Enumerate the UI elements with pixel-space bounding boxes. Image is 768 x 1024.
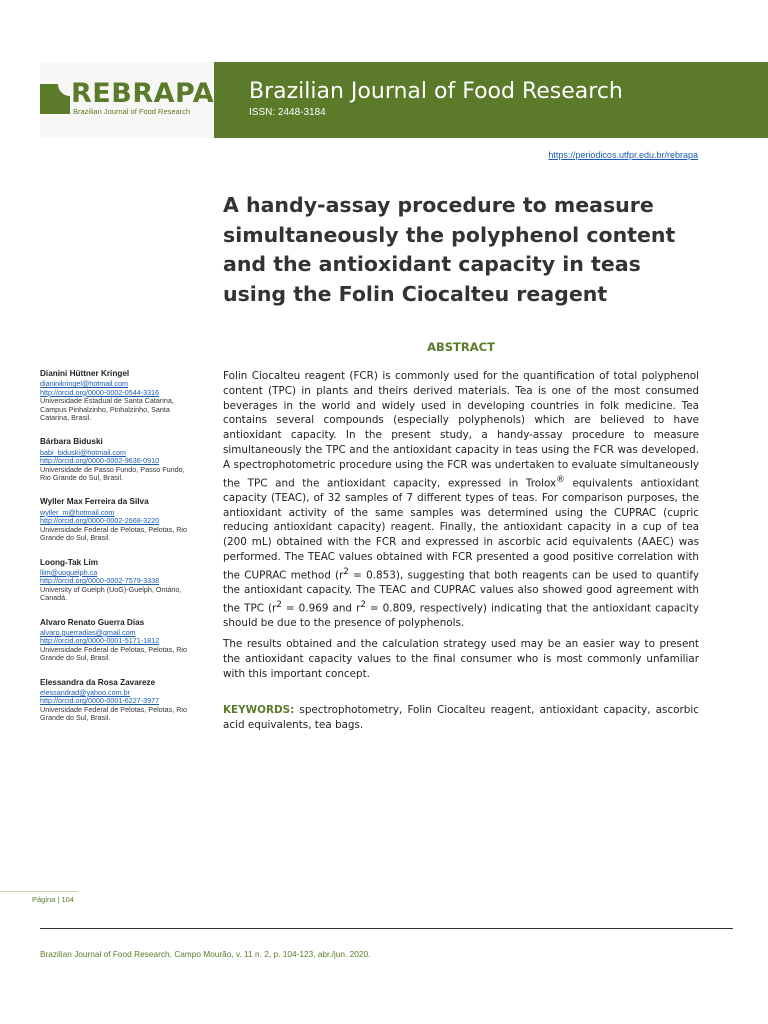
author-email-link[interactable]: alvaro.guerradias@gmail.com xyxy=(40,627,136,637)
author-email-link[interactable]: dianinikringel@hotmail.com xyxy=(40,379,128,389)
author-entry xyxy=(40,498,190,542)
author-list xyxy=(40,370,190,739)
author-entry xyxy=(40,438,190,482)
author-orcid-link[interactable]: http://orcid.org/0000-0001-6227-3977 xyxy=(40,696,160,706)
author-entry xyxy=(40,679,190,723)
page-number-rule xyxy=(0,891,78,892)
author-name: Loong-Tak Lim xyxy=(40,557,99,567)
journal-issn: ISSN: 2448-3184 xyxy=(249,107,326,118)
author-name: Alvaro Renato Guerra Dias xyxy=(40,617,145,627)
abstract-text: = 0.969 and r xyxy=(281,602,361,615)
author-affiliation: Universidade Estadual de Santa Catarina, Campus Pinhalzinho, Pinhalzinho, Santa Catarina, Brasil. xyxy=(40,396,174,423)
abstract-text: Folin Ciocalteu reagent (FCR) is commonly used for the quantification of total polyphenol content (TPC) in plants and theirs derived materials. Tea is one of the most consumed beverages in the world and widely used in developing countries in folk medicine. Tea contains several compounds (especially polyphenols) which are believed to have antioxidant capacity. In the present study, a handy-assay procedure to measure simultaneously the TPC and the antioxidant capacity in teas using the FCR was developed. A spectrophotometric procedure using the FCR was undertaken to evaluate simultaneously the TPC and the antioxidant capacity, expressed in Trolox xyxy=(223,370,699,490)
keywords-text: spectrophotometry, Folin Ciocalteu reagent, antioxidant capacity, ascorbic acid equivalents, tea bags. xyxy=(223,704,699,731)
footer-citation: Brazilian Journal of Food Research, Campo Mourão, v. 11 n. 2, p. 104-123, abr./jun. 2020. xyxy=(40,949,371,959)
author-entry xyxy=(40,619,190,663)
author-affiliation: Universidade de Passo Fundo, Passo Fundo, Rio Grande do Sul, Brasil. xyxy=(40,464,185,483)
journal-title: Brazilian Journal of Food Research xyxy=(249,79,623,104)
journal-logo xyxy=(40,78,215,120)
logo-subtitle: Brazilian Journal of Food Research xyxy=(73,107,191,116)
article-title: A handy-assay procedure to measure simultaneously the polyphenol content and the antioxidant capacity in teas using the Folin Ciocalteu reagent xyxy=(223,193,676,306)
page-number: Página | 104 xyxy=(32,895,74,904)
abstract-heading: ABSTRACT xyxy=(427,340,495,354)
abstract-text: = 0.809, respectively) indicating that the antioxidant capacity should be due to the presence of polyphenols. xyxy=(223,602,699,630)
author-name: Elessandra da Rosa Zavareze xyxy=(40,677,156,687)
author-affiliation: Universidade Federal de Pelotas, Pelotas, Rio Grande do Sul, Brasil. xyxy=(40,524,188,543)
author-email-link[interactable]: elessandrad@yahoo.com.br xyxy=(40,687,131,697)
author-orcid-link[interactable]: http://orcid.org/0000-0002-7579-3338 xyxy=(40,576,160,586)
author-orcid-link[interactable]: http://orcid.org/0000-0002-0544-3316 xyxy=(40,387,160,397)
author-entry xyxy=(40,370,190,422)
footer-divider xyxy=(40,928,733,929)
author-name: Wyller Max Ferreira da Silva xyxy=(40,497,149,507)
author-entry xyxy=(40,559,190,603)
keywords xyxy=(223,703,699,733)
author-name: Bárbara Biduski xyxy=(40,437,103,447)
keywords-label: KEYWORDS: xyxy=(223,704,295,716)
author-email-link[interactable]: llim@uoguelph.ca xyxy=(40,567,98,577)
superscript-2: 2 xyxy=(360,599,366,610)
superscript-2: 2 xyxy=(343,566,349,577)
journal-site-link[interactable]: https://periodicos.utfpr.edu.br/rebrapa xyxy=(548,150,698,160)
author-name: Dianini Hüttner Kringel xyxy=(40,369,130,378)
abstract-paragraph-1 xyxy=(223,369,699,631)
author-affiliation: Universidade Federal de Pelotas, Pelotas, Rio Grande do Sul, Brasil. xyxy=(40,644,188,663)
author-affiliation: University of Guelph (UoG)-Guelph, Ontário, Canadá. xyxy=(40,584,182,603)
author-email-link[interactable]: babi_biduski@hotmail.com xyxy=(40,447,127,457)
abstract-paragraph-2: The results obtained and the calculation strategy used may be an easier way to present the antioxidant capacity values to the final consumer who is most commonly unfamiliar with this important concept. xyxy=(223,637,699,680)
logo-mark-icon xyxy=(40,84,70,114)
author-affiliation: Universidade Federal de Pelotas, Pelotas, Rio Grande do Sul, Brasil. xyxy=(40,704,188,723)
registered-mark: ® xyxy=(556,474,565,485)
journal-banner xyxy=(214,62,768,138)
superscript-2: 2 xyxy=(276,599,282,610)
author-orcid-link[interactable]: http://orcid.org/0000-0002-9636-0910 xyxy=(40,456,160,466)
abstract-body xyxy=(223,369,699,687)
abstract-text: = 0.853), suggesting that both reagents can be used to quantify the antioxidant capacity. The TEAC and CUPRAC values also showed good agreement with the TPC (r xyxy=(223,569,699,615)
logo-name: REBRAPA xyxy=(71,78,215,109)
abstract-text: equivalents antioxidant capacity (TEAC), of 32 samples of 7 different types of teas. For comparison purposes, the antioxidant activity of the same samples was determined using the CUPRAC (cupric reducing antioxidant capacity) reagent. Finally, the antioxidant capacity in a cup of tea (200 mL) obtained with the FCR and expressed in ascorbic acid equivalents (AAEC) was performed. The TEAC values obtained with FCR presented a good positive correlation with the CUPRAC method (r xyxy=(223,477,699,582)
author-email-link[interactable]: wyller_m@hotmail.com xyxy=(40,507,115,517)
author-orcid-link[interactable]: http://orcid.org/0000-0001-5171-1812 xyxy=(40,636,160,646)
author-orcid-link[interactable]: http://orcid.org/0000-0002-2668-3220 xyxy=(40,516,160,526)
